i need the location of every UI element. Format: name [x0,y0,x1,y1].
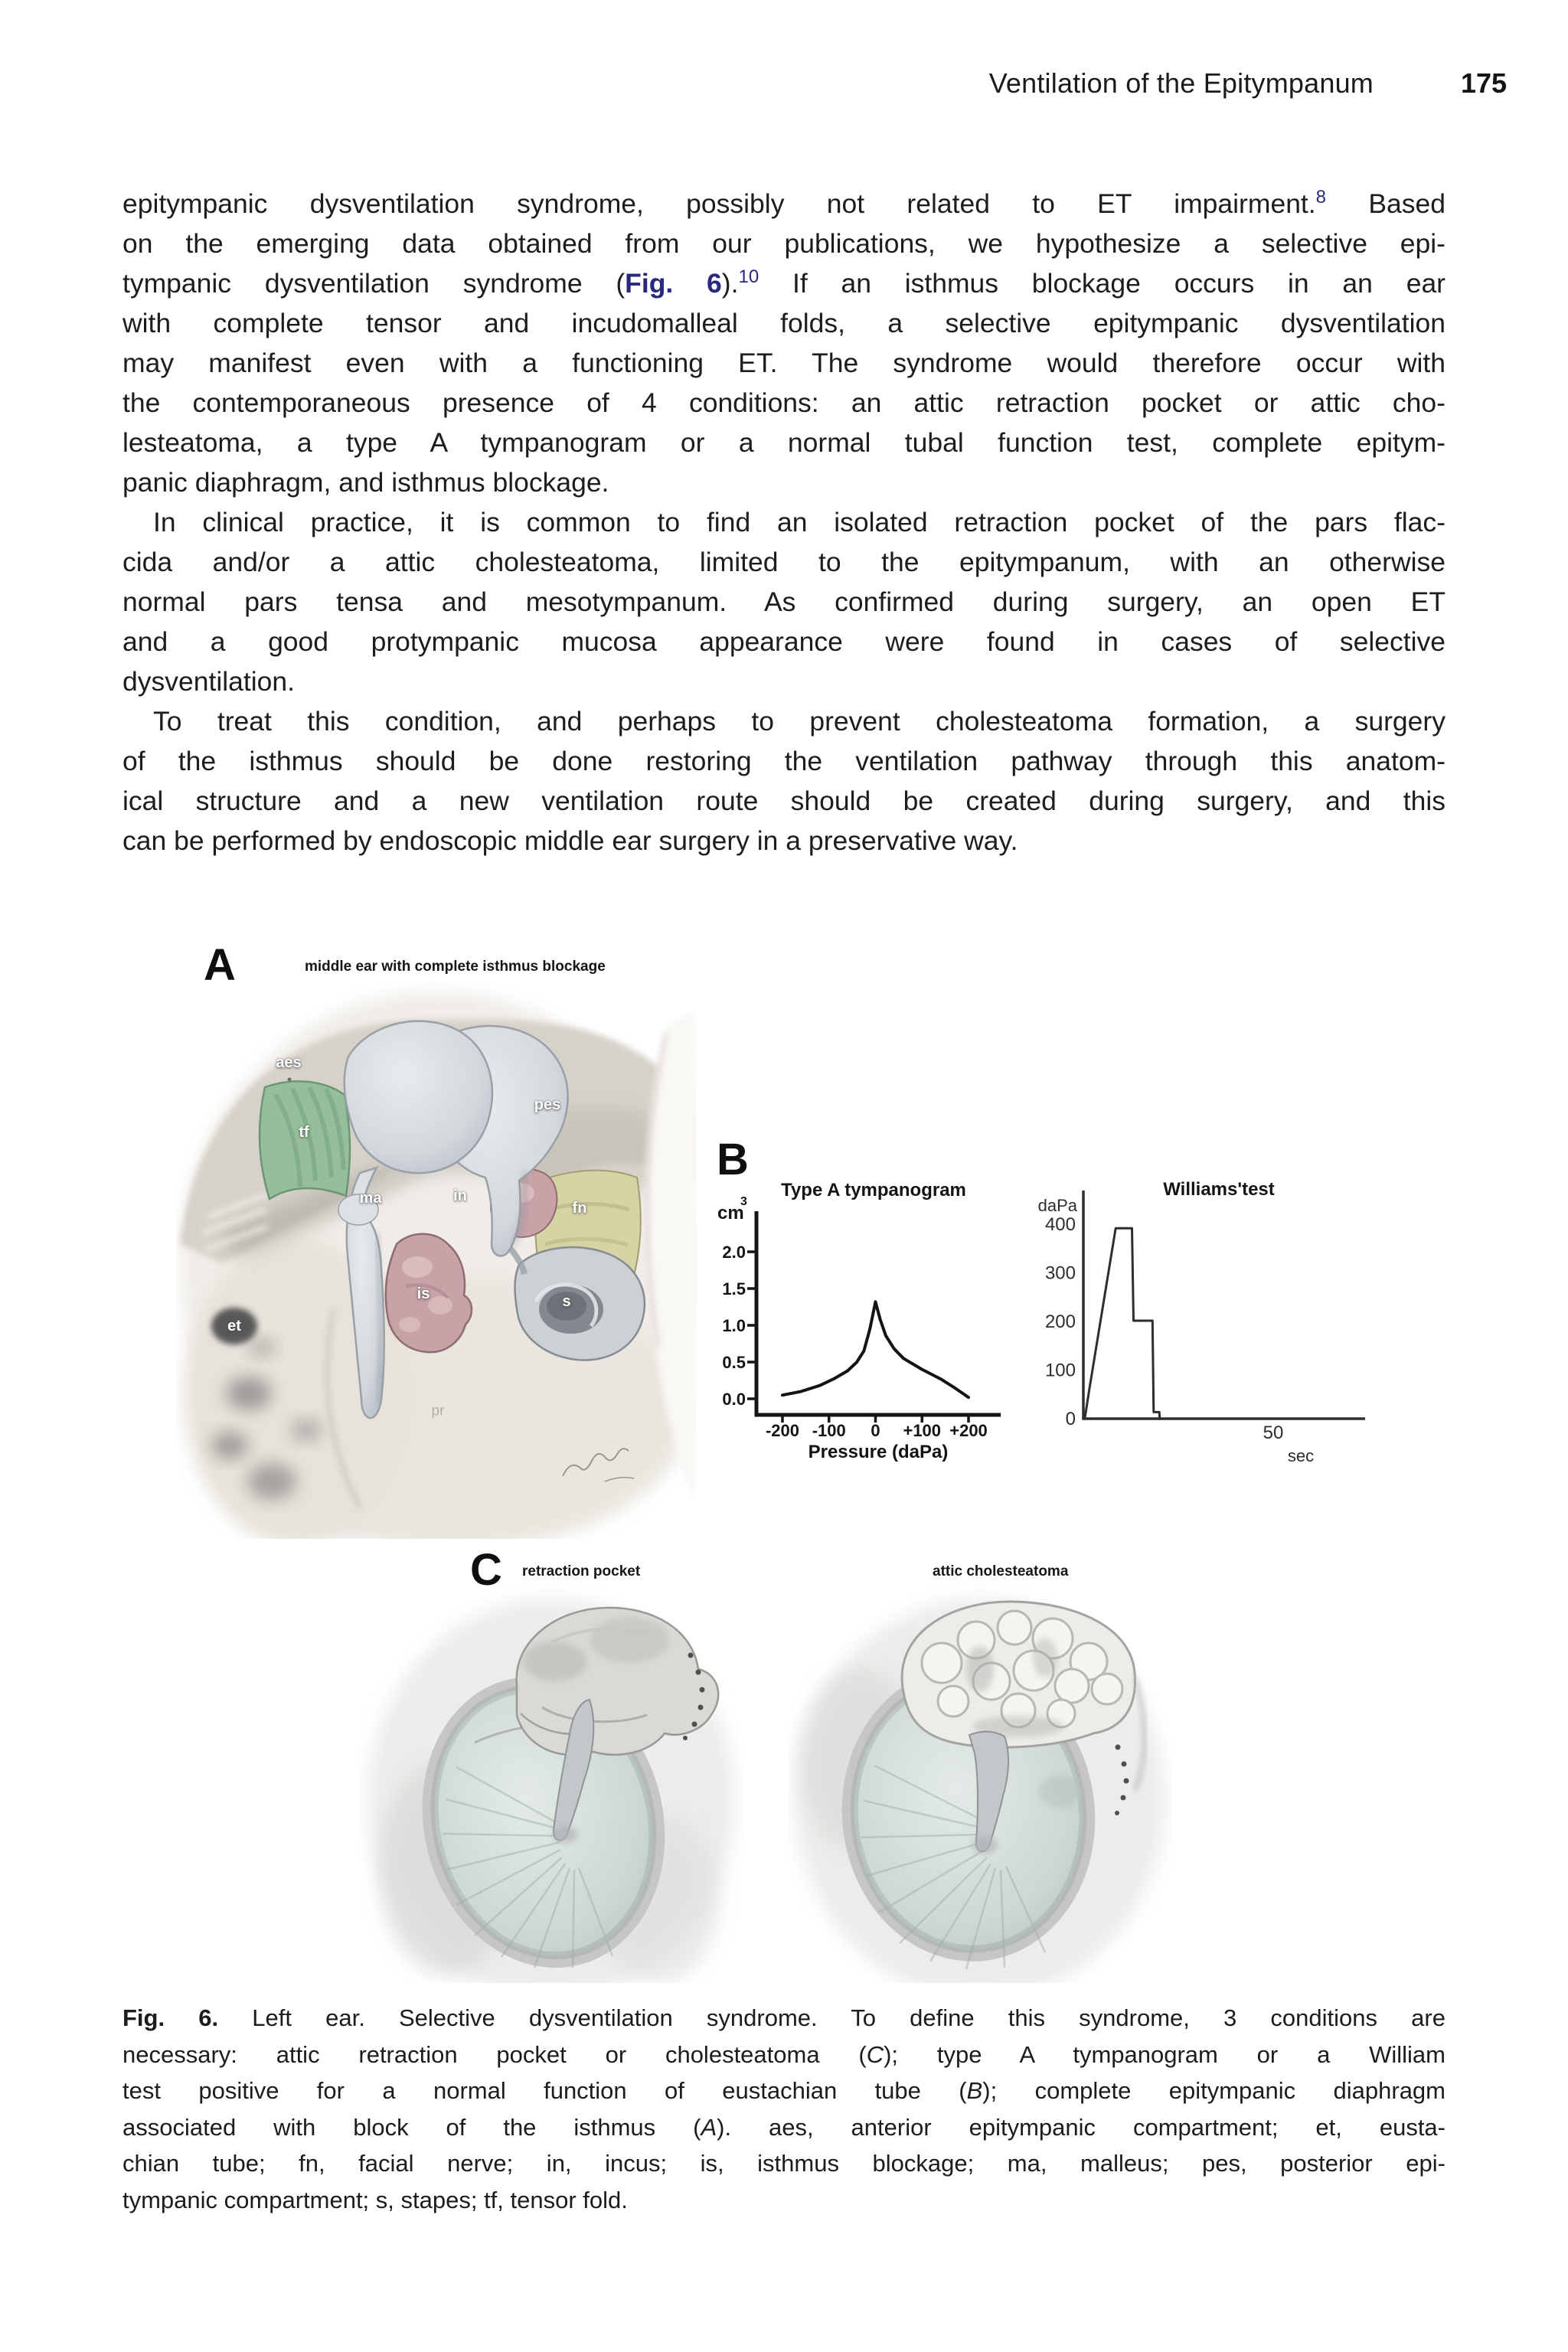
x-tick-label: +100 [903,1421,942,1440]
panel-a-illustration [176,980,697,1539]
text-run: the contemporaneous presence of 4 conditions: an attic retraction pocket or attic cho- [122,387,1446,418]
chart-curve [1085,1228,1160,1418]
x-tick-label: 50 [1263,1423,1284,1443]
anatomy-label-is: is [416,1285,430,1302]
panel-a-letter: A [204,940,236,990]
body-line [122,303,1446,343]
body-line [122,781,1446,821]
anatomy-label-s: s [562,1293,571,1310]
body-line [122,502,1446,542]
text-run: epitympanic dysventilation syndrome, possibly not related to ET impairment. [122,188,1316,219]
text-run: In clinical practice, it is common to find an isolated retraction pocket of the pars flac- [153,507,1446,537]
body-line [122,383,1446,423]
y-tick-label: 200 [1044,1311,1076,1332]
x-tick-label: -200 [765,1421,800,1440]
body-line [122,622,1446,662]
caption-italic-letter: B [966,2077,983,2104]
y-tick-label: 0.0 [722,1390,746,1409]
text-run: test positive for a normal function of eustachian tube ( [122,2077,967,2104]
text-run: panic diaphragm, and isthmus blockage. [122,467,609,498]
caption-line [122,2145,1446,2182]
y-tick-label: 400 [1044,1214,1076,1235]
chart-title: Type A tympanogram [781,1180,966,1200]
retraction-pocket-illustration [360,1570,743,1983]
text-run: Left ear. Selective dysventilation syndrome. To define this syndrome, 3 conditions are [218,2004,1446,2031]
anatomy-label-pr: pr [431,1403,445,1419]
anatomy-label-ma: ma [359,1190,382,1207]
text-run: tympanic compartment; s, stapes; tf, tensor fold. [122,2186,628,2213]
x-axis-label: Pressure (daPa) [808,1442,949,1462]
anatomy-label-tf: tf [299,1124,309,1141]
body-line [122,423,1446,462]
caption-line [122,2182,1446,2219]
text-run: and a good protympanic mucosa appearance were found in cases of selective [122,626,1446,657]
anatomy-label-et: et [227,1318,241,1334]
panel-c-letter: C [470,1545,502,1595]
text-run: cida and/or a attic cholesteatoma, limited to the epitympanum, with an otherwise [122,547,1446,577]
y-axis-label-sup: 3 [740,1195,747,1208]
body-line [122,462,1446,502]
y-tick-label: 0 [1065,1409,1076,1429]
body-line [122,343,1446,383]
x-tick-label: 0 [871,1421,880,1440]
citation-superscript[interactable]: 8 [1315,187,1327,207]
body-line [122,224,1446,263]
text-run: may manifest even with a functioning ET. The syndrome would therefore occur with [122,348,1446,378]
y-tick-label: 300 [1044,1263,1076,1284]
caption-label: Fig. 6. [122,2004,219,2031]
text-run: with complete tensor and incudomalleal folds, a selective epitympanic dysventilation [122,308,1446,338]
text-run: lesteatoma, a type A tympanogram or a normal tubal function test, complete epitym- [122,427,1446,458]
caption-italic-letter: C [866,2040,884,2068]
anatomy-label-pes: pes [534,1096,561,1113]
x-tick-label: +200 [949,1421,988,1440]
text-run: If an isthmus blockage occurs in an ear [759,268,1446,299]
caption-line [122,2073,1446,2109]
text-run: chian tube; fn, facial nerve; in, incus; is, isthmus blockage; ma, malleus; pes, posterior epi- [122,2150,1446,2177]
body-line [122,662,1446,701]
y-tick-label: 1.0 [722,1316,746,1335]
williams-test-chart [1014,1137,1397,1481]
panel-c-left-title: retraction pocket [522,1563,641,1579]
anatomy-label-in: in [453,1187,467,1204]
body-line [122,263,1446,303]
body-text [122,184,1446,861]
text-run: ical structure and a new ventilation route should be created during surgery, and this [122,786,1446,816]
caption-italic-letter: A [701,2113,717,2141]
caption-line [122,2109,1446,2146]
caption-line [122,2000,1446,2037]
panel-b-letter: B [717,1135,749,1184]
y-axis-label: daPa [1037,1196,1077,1215]
text-run: ); complete epitympanic diaphragm [982,2077,1446,2104]
body-line [122,821,1446,861]
body-line [122,582,1446,622]
text-run: dysventilation. [122,666,295,697]
chart-curve [782,1302,969,1397]
y-tick-label: 1.5 [722,1279,746,1298]
figure-caption [122,2000,1446,2218]
running-head: Ventilation of the Epitympanum [988,67,1374,99]
text-run: can be performed by endoscopic middle ear surgery in a preservative way. [122,825,1018,856]
panel-a-title: middle ear with complete isthmus blockage [305,959,606,975]
body-line [122,701,1446,741]
text-run: necessary: attic retraction pocket or cholesteatoma ( [122,2040,867,2068]
chart-title: Williams'test [1163,1179,1275,1200]
y-tick-label: 2.0 [722,1243,746,1262]
figure-6-link[interactable]: Fig. 6 [625,268,722,299]
text-run: Based [1326,188,1446,219]
y-tick-label: 100 [1044,1360,1076,1381]
text-run: associated with block of the isthmus ( [122,2113,701,2141]
x-tick-label: -100 [812,1421,846,1440]
text-run: To treat this condition, and perhaps to prevent cholesteatoma formation, a surgery [153,706,1446,737]
text-run: ). [721,268,739,299]
tympanogram-chart [708,1164,1037,1501]
text-run: normal pars tensa and mesotympanum. As confirmed during surgery, an open ET [122,586,1446,617]
text-run: tympanic dysventilation syndrome ( [122,268,626,299]
panel-c-right-title: attic cholesteatoma [933,1563,1069,1579]
body-line [122,542,1446,582]
anatomy-label-fn: fn [572,1200,587,1217]
caption-line [122,2037,1446,2073]
body-line [122,184,1446,224]
body-line [122,741,1446,781]
text-run: of the isthmus should be done restoring the ventilation pathway through this anatom- [122,746,1446,776]
text-run: ); type A tympanogram or a William [884,2040,1446,2068]
text-run: ). aes, anterior epitympanic compartment; et, eusta- [717,2113,1446,2141]
page-number: 175 [1461,67,1508,99]
x-axis-label: sec [1287,1446,1315,1465]
citation-superscript[interactable]: 10 [738,266,760,287]
y-tick-label: 0.5 [722,1353,746,1372]
attic-cholesteatoma-illustration [789,1570,1171,1983]
anatomy-label-aes: aes [276,1054,302,1071]
y-axis-label: cm [717,1203,744,1223]
text-run: on the emerging data obtained from our publications, we hypothesize a selective epi- [122,228,1446,259]
